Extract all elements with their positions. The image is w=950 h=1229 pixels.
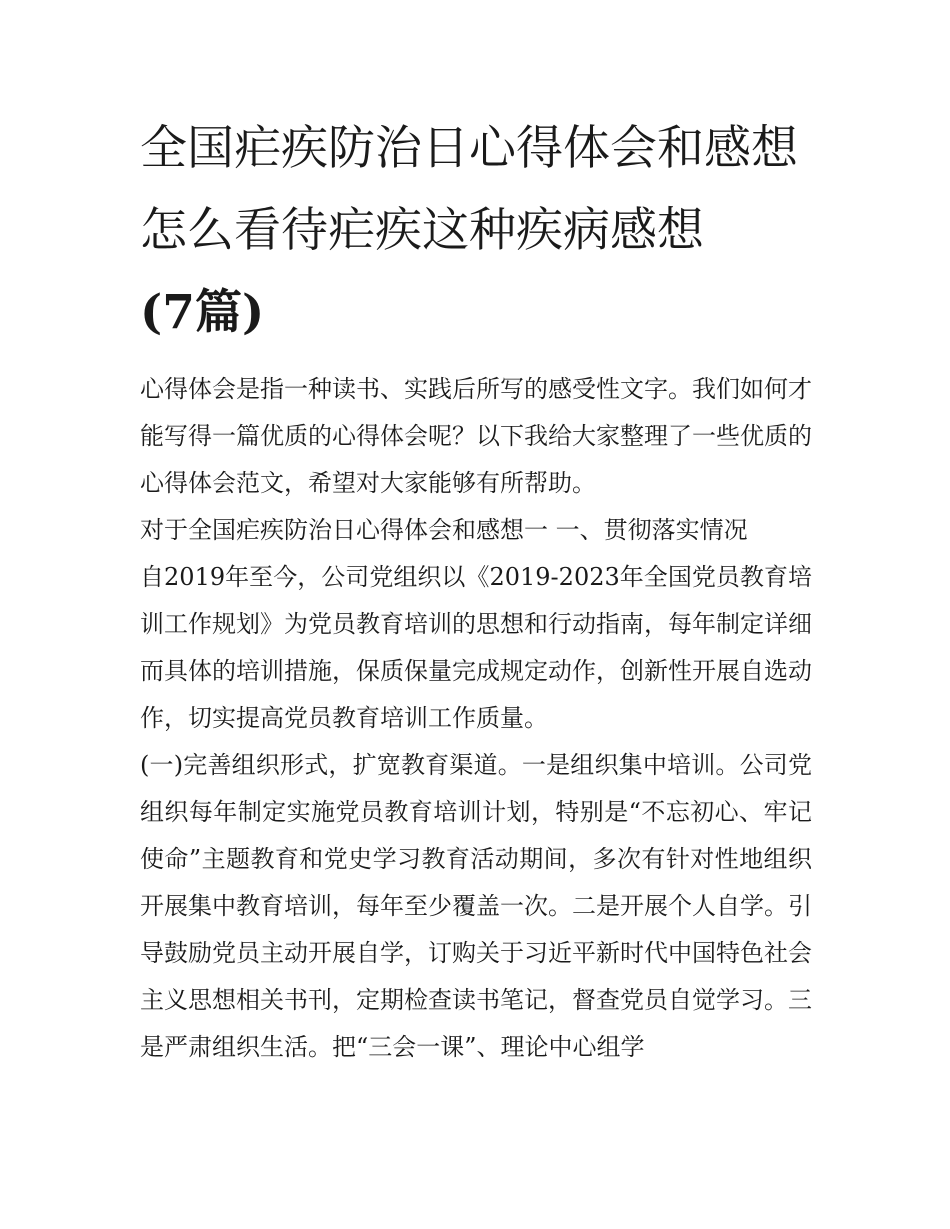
title-main: 全国疟疾防治日心得体会和感想 怎么看待疟疾这种疾病感想 <box>140 121 798 258</box>
document-title <box>140 108 812 354</box>
intro-paragraph: 心得体会是指一种读书、实践后所写的感受性文字。我们如何才能写得一篇优质的心得体会呢？以下我给大家整理了一些优质的心得体会范文，希望对大家能够有所帮助。 <box>140 375 812 497</box>
section-heading: 对于全国疟疾防治日心得体会和感想一 一、贯彻落实情况 <box>140 516 748 544</box>
document-body <box>140 108 812 1071</box>
body-paragraph-1: 自2019年至今，公司党组织以《2019-2023年全国党员教育培训工作规划》为党员教育培训的思想和行动指南，每年制定详细而具体的培训措施，保质保量完成规定动作，创新性开展自选动作，切实提高党员教育培训工作质量。 <box>140 563 812 732</box>
body-paragraph-2: (一)完善组织形式，扩宽教育渠道。一是组织集中培训。公司党组织每年制定实施党员教育培训计划，特别是“不忘初心、牢记使命”主题教育和党史学习教育活动期间，多次有针对性地组织开展集中教育培训，每年至少覆盖一次。二是开展个人自学。引导鼓励党员主动开展自学，订购关于习近平新时代中国特色社会主义思想相关书刊，定期检查读书笔记，督查党员自觉学习。三是严肃组织生活。把“三会一课”、理论中心组学 <box>140 751 812 1061</box>
title-count: (7篇) <box>140 285 265 340</box>
